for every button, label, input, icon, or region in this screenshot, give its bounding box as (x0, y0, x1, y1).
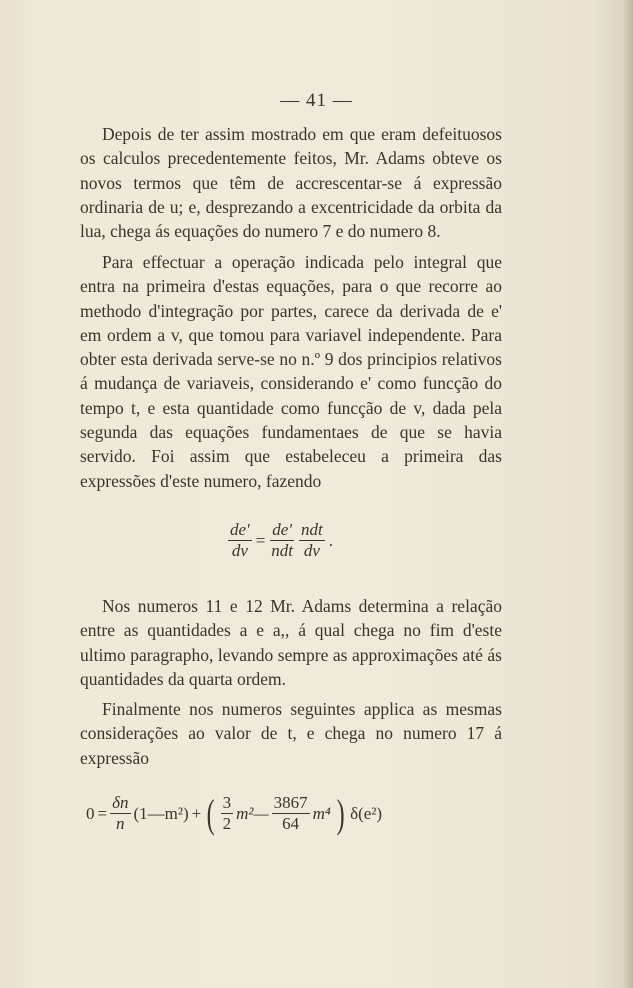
fraction-2-den: dv (303, 541, 320, 560)
m-fourth-term: m⁴ (312, 803, 331, 823)
factor-term: (1—m²) (133, 803, 189, 823)
page-edge-shadow (623, 0, 633, 988)
left-paren: ( (206, 790, 215, 836)
equation-period: . (328, 530, 333, 550)
fraction-three-halves-den: 2 (222, 814, 232, 833)
paragraph-3 (80, 594, 502, 691)
equation-derivative (228, 520, 333, 561)
equals-sign: = (255, 530, 266, 550)
m-squared-term: m²— (236, 803, 269, 823)
fraction-delta-n (110, 793, 130, 834)
plus-sign: + (191, 803, 202, 823)
delta-e-squared: δ(e²) (350, 803, 383, 823)
fraction-1-num: de' (272, 520, 292, 539)
fraction-three-halves-num: 3 (222, 793, 232, 812)
fraction-3867-64 (272, 793, 310, 834)
fraction-1-den: ndt (271, 541, 294, 560)
page-number: — 41 — (280, 90, 353, 111)
fraction-lhs-den: dv (231, 541, 248, 560)
paragraph-1-text: Depois de ter assim mostrado em que eram defeituosos os calculos precedentemente feitos, Mr. Adams obteve os novos termos que têm de accrescentar-se á expressão ordinaria de u; e, desprezando a excentricidade da orbita da lua, chega ás equações do numero 7 e do numero 8. (80, 124, 502, 242)
fraction-3867-64-den: 64 (282, 814, 300, 833)
fraction-2 (299, 520, 325, 561)
paragraph-4-text: Finalmente nos numeros seguintes applica as mesmas considerações ao valor de t, e chega no numero 17 á expressão (80, 699, 502, 768)
fraction-delta-n-den: n (116, 814, 125, 833)
paragraph-4 (80, 697, 502, 770)
zero: 0 (86, 803, 95, 823)
paragraph-2-text: Para effectuar a operação indicada pelo integral que entra na primeira d'estas equações, para o que recorre ao methodo d'integração por partes, carece da derivada de e' em ordem a v, que tomou para variavel independente. Para obter esta derivada serve-se no n.º 9 dos principios relativos á mudança de variaveis, considerando e' como funcção do tempo t, e esta quantidade como funcção de v, dada pela segunda das equações fundamentaes de que se havia servido. Foi assim que estabeleceu a primeira das expressões d'este numero, fazendo (80, 252, 502, 491)
equals-sign-2: = (97, 803, 108, 823)
right-paren: ) (336, 790, 345, 836)
fraction-lhs-num: de' (230, 520, 250, 539)
equation-expression (86, 790, 383, 836)
fraction-three-halves (221, 793, 234, 834)
paragraph-3-text: Nos numeros 11 e 12 Mr. Adams determina a relação entre as quantidades a e a,, á qual chega no fim d'este ultimo paragrapho, levando sempre as approximações até ás quantidades da quarta ordem. (80, 596, 502, 689)
fraction-1 (269, 520, 295, 561)
fraction-2-num: ndt (301, 520, 323, 539)
fraction-3867-64-num: 3867 (273, 793, 308, 812)
fraction-lhs (228, 520, 252, 561)
paragraph-2 (80, 250, 502, 493)
paragraph-1 (80, 122, 502, 243)
fraction-delta-n-num: δn (112, 793, 129, 812)
